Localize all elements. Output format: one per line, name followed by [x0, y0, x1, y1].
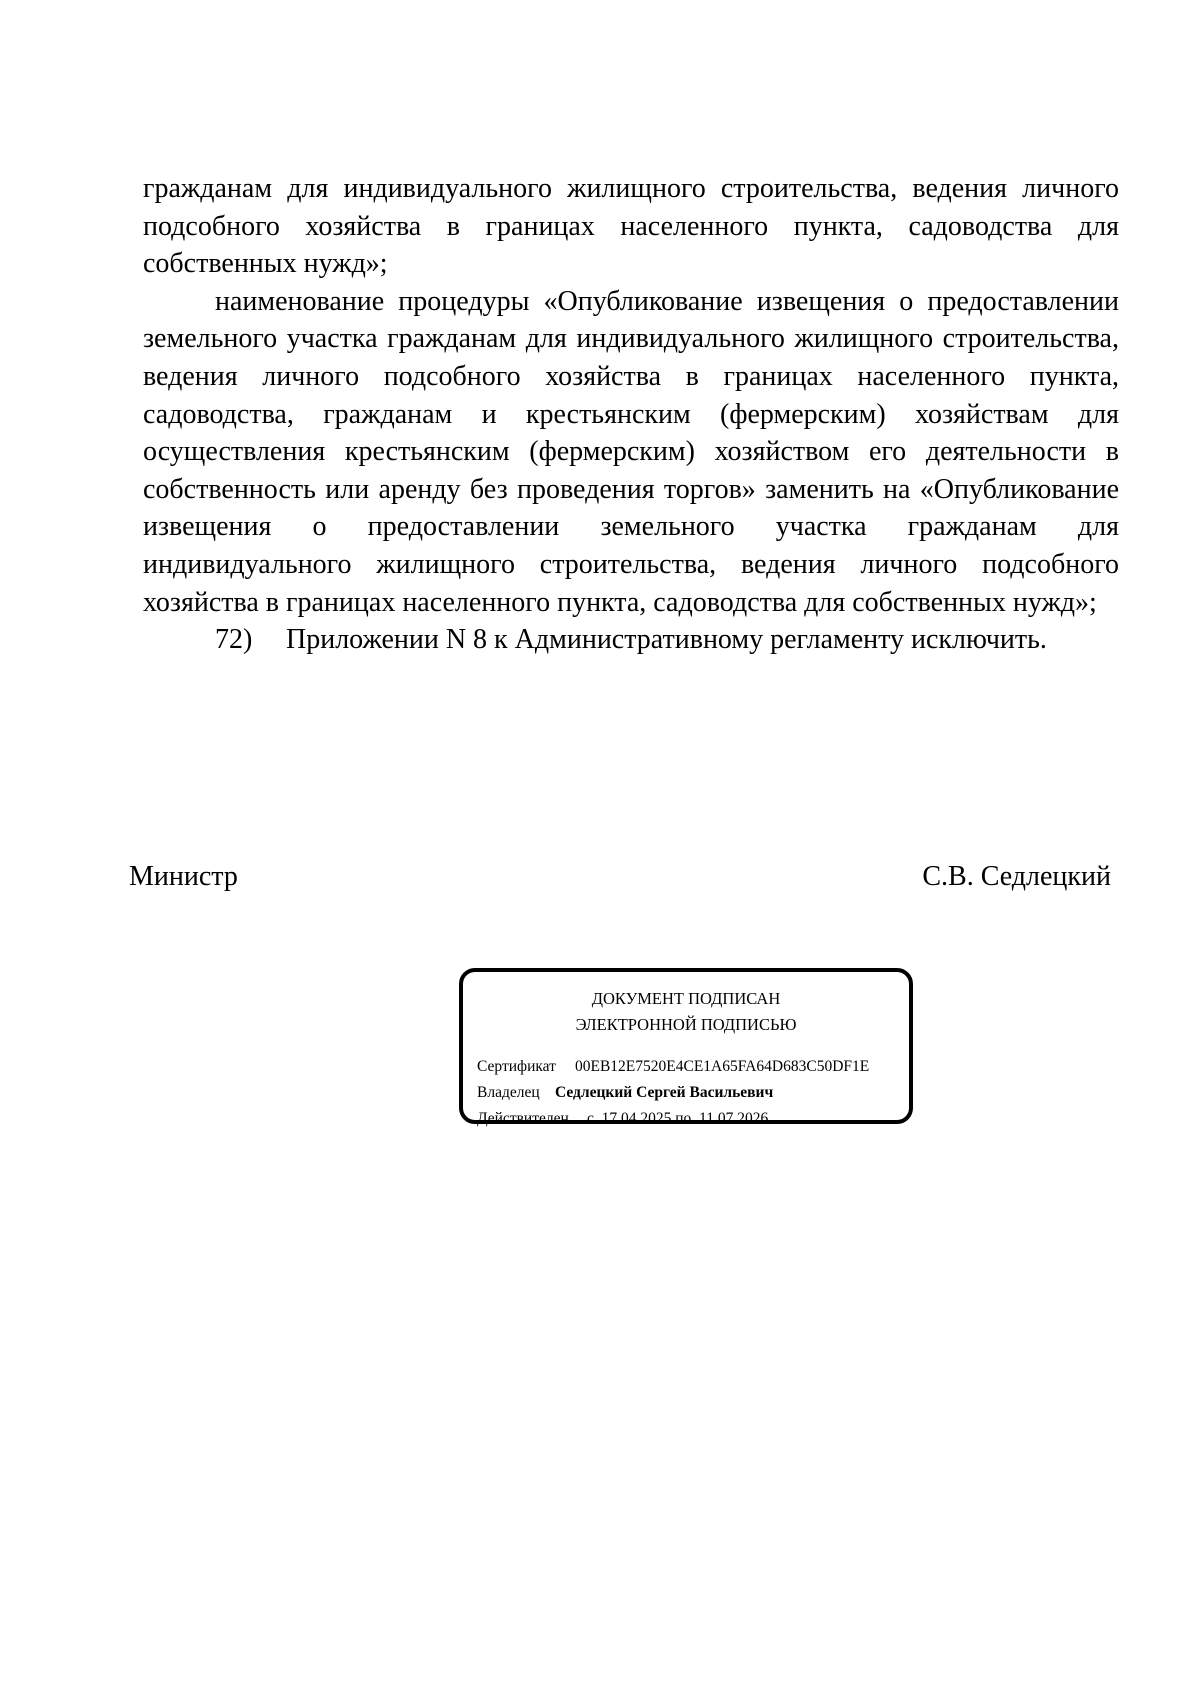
- stamp-heading-line-2: ЭЛЕКТРОННОЙ ПОДПИСЬЮ: [575, 1015, 797, 1034]
- document-body: [143, 170, 1119, 659]
- list-item-number: 72): [215, 624, 253, 656]
- stamp-heading-line-1: ДОКУМЕНТ ПОДПИСАН: [591, 989, 781, 1008]
- validity-label: Действителен: [477, 1110, 569, 1127]
- body-paragraph-1: гражданам для индивидуального жилищного строительства, ведения личного подсобного хозяйства в границах населенного пункта, садоводства для собственных нужд»;: [143, 173, 1119, 280]
- list-item-72: [143, 621, 1119, 659]
- validity-value: с 17.04.2025 по 11.07.2026: [587, 1110, 769, 1127]
- stamp-validity-row: [477, 1109, 768, 1129]
- certificate-label: Сертификат: [477, 1058, 556, 1075]
- body-paragraph-2: наименование процедуры «Опубликование извещения о предоставлении земельного участка гражданам для индивидуального жилищного строительства, ведения личного подсобного хозяйства в границах населенного пункта, садоводства, гражданам и крестьянским (фермерским) хозяйствам для осуществления крестьянским (фермерским) хозяйством его деятельности в собственность или аренду без проведения торгов» заменить на «Опубликование извещения о предоставлении земельного участка гражданам для индивидуального жилищного строительства, ведения личного подсобного хозяйства в границах населенного пункта, садоводства для собственных нужд»;: [143, 285, 1119, 618]
- stamp-owner-row: [477, 1083, 773, 1103]
- signatory-title: Министр: [129, 861, 238, 892]
- owner-value: Седлецкий Сергей Васильевич: [555, 1084, 774, 1101]
- signatory-name: С.В. Седлецкий: [922, 861, 1111, 892]
- stamp-heading: [463, 986, 909, 1038]
- certificate-value: 00EB12E7520E4CE1A65FA64D683C50DF1E: [575, 1058, 870, 1075]
- stamp-certificate-row: [477, 1057, 869, 1077]
- list-item-text: Приложении N 8 к Административному регламенту исключить.: [286, 624, 1047, 656]
- electronic-signature-stamp: [459, 968, 913, 1127]
- owner-label: Владелец: [477, 1084, 540, 1101]
